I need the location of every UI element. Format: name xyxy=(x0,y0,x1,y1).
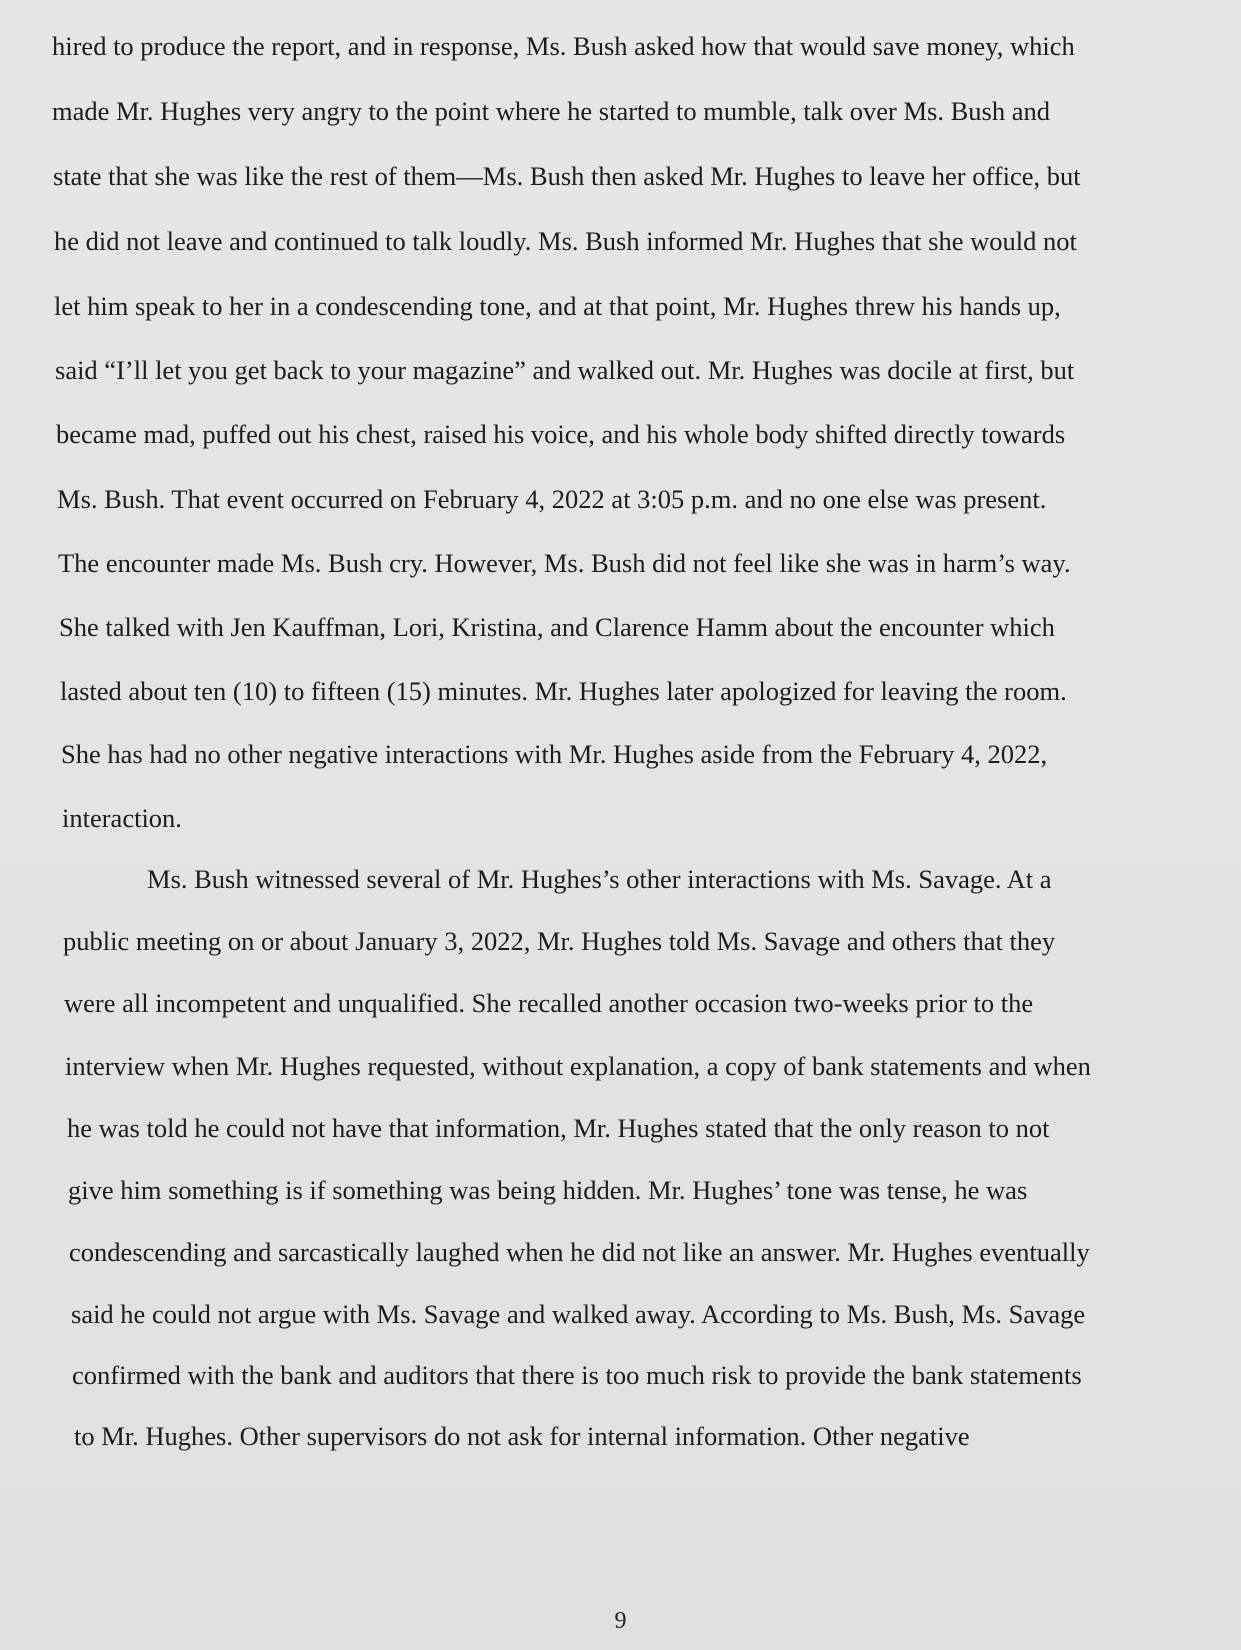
text-line-21: said he could not argue with Ms. Savage and walked away. According to Ms. Bush, Ms. Savage xyxy=(71,1299,1086,1329)
text-line-7: became mad, puffed out his chest, raised his voice, and his whole body shifted directly towards xyxy=(56,419,1066,449)
text-line-3: state that she was like the rest of them—Ms. Bush then asked Mr. Hughes to leave her office, but xyxy=(53,161,1081,191)
text-line-12: She has had no other negative interactions with Mr. Hughes aside from the February 4, 2022, xyxy=(61,739,1048,769)
text-line-18: he was told he could not have that information, Mr. Hughes stated that the only reason to not xyxy=(67,1113,1050,1143)
text-line-17: interview when Mr. Hughes requested, without explanation, a copy of bank statements and when xyxy=(65,1051,1091,1081)
text-line-1: hired to produce the report, and in response, Ms. Bush asked how that would save money, which xyxy=(52,31,1075,61)
text-line-22: confirmed with the bank and auditors that there is too much risk to provide the bank statements xyxy=(72,1360,1082,1390)
text-line-20: condescending and sarcastically laughed when he did not like an answer. Mr. Hughes eventually xyxy=(69,1237,1090,1267)
text-line-13: interaction. xyxy=(62,803,182,833)
text-line-8: Ms. Bush. That event occurred on February 4, 2022 at 3:05 p.m. and no one else was present. xyxy=(57,484,1047,514)
text-line-23: to Mr. Hughes. Other supervisors do not ask for internal information. Other negative xyxy=(74,1421,970,1451)
text-line-6: said “I’ll let you get back to your magazine” and walked out. Mr. Hughes was docile at first, but xyxy=(55,355,1075,385)
text-line-15: public meeting on or about January 3, 2022, Mr. Hughes told Ms. Savage and others that they xyxy=(63,926,1056,956)
text-line-19: give him something is if something was being hidden. Mr. Hughes’ tone was tense, he was xyxy=(68,1175,1028,1205)
page-number: 9 xyxy=(614,1608,627,1634)
text-line-11: lasted about ten (10) to fifteen (15) minutes. Mr. Hughes later apologized for leaving the room. xyxy=(60,676,1067,706)
text-line-16: were all incompetent and unqualified. She recalled another occasion two-weeks prior to the xyxy=(64,988,1034,1018)
text-line-9: The encounter made Ms. Bush cry. However, Ms. Bush did not feel like she was in harm’s way. xyxy=(58,548,1071,578)
text-line-14: Ms. Bush witnessed several of Mr. Hughes’s other interactions with Ms. Savage. At a xyxy=(147,864,1052,894)
text-line-2: made Mr. Hughes very angry to the point where he started to mumble, talk over Ms. Bush and xyxy=(52,96,1050,126)
text-line-5: let him speak to her in a condescending tone, and at that point, Mr. Hughes threw his hands up, xyxy=(54,291,1061,321)
text-line-4: he did not leave and continued to talk loudly. Ms. Bush informed Mr. Hughes that she would not xyxy=(54,226,1077,256)
text-line-10: She talked with Jen Kauffman, Lori, Kristina, and Clarence Hamm about the encounter which xyxy=(59,612,1055,642)
